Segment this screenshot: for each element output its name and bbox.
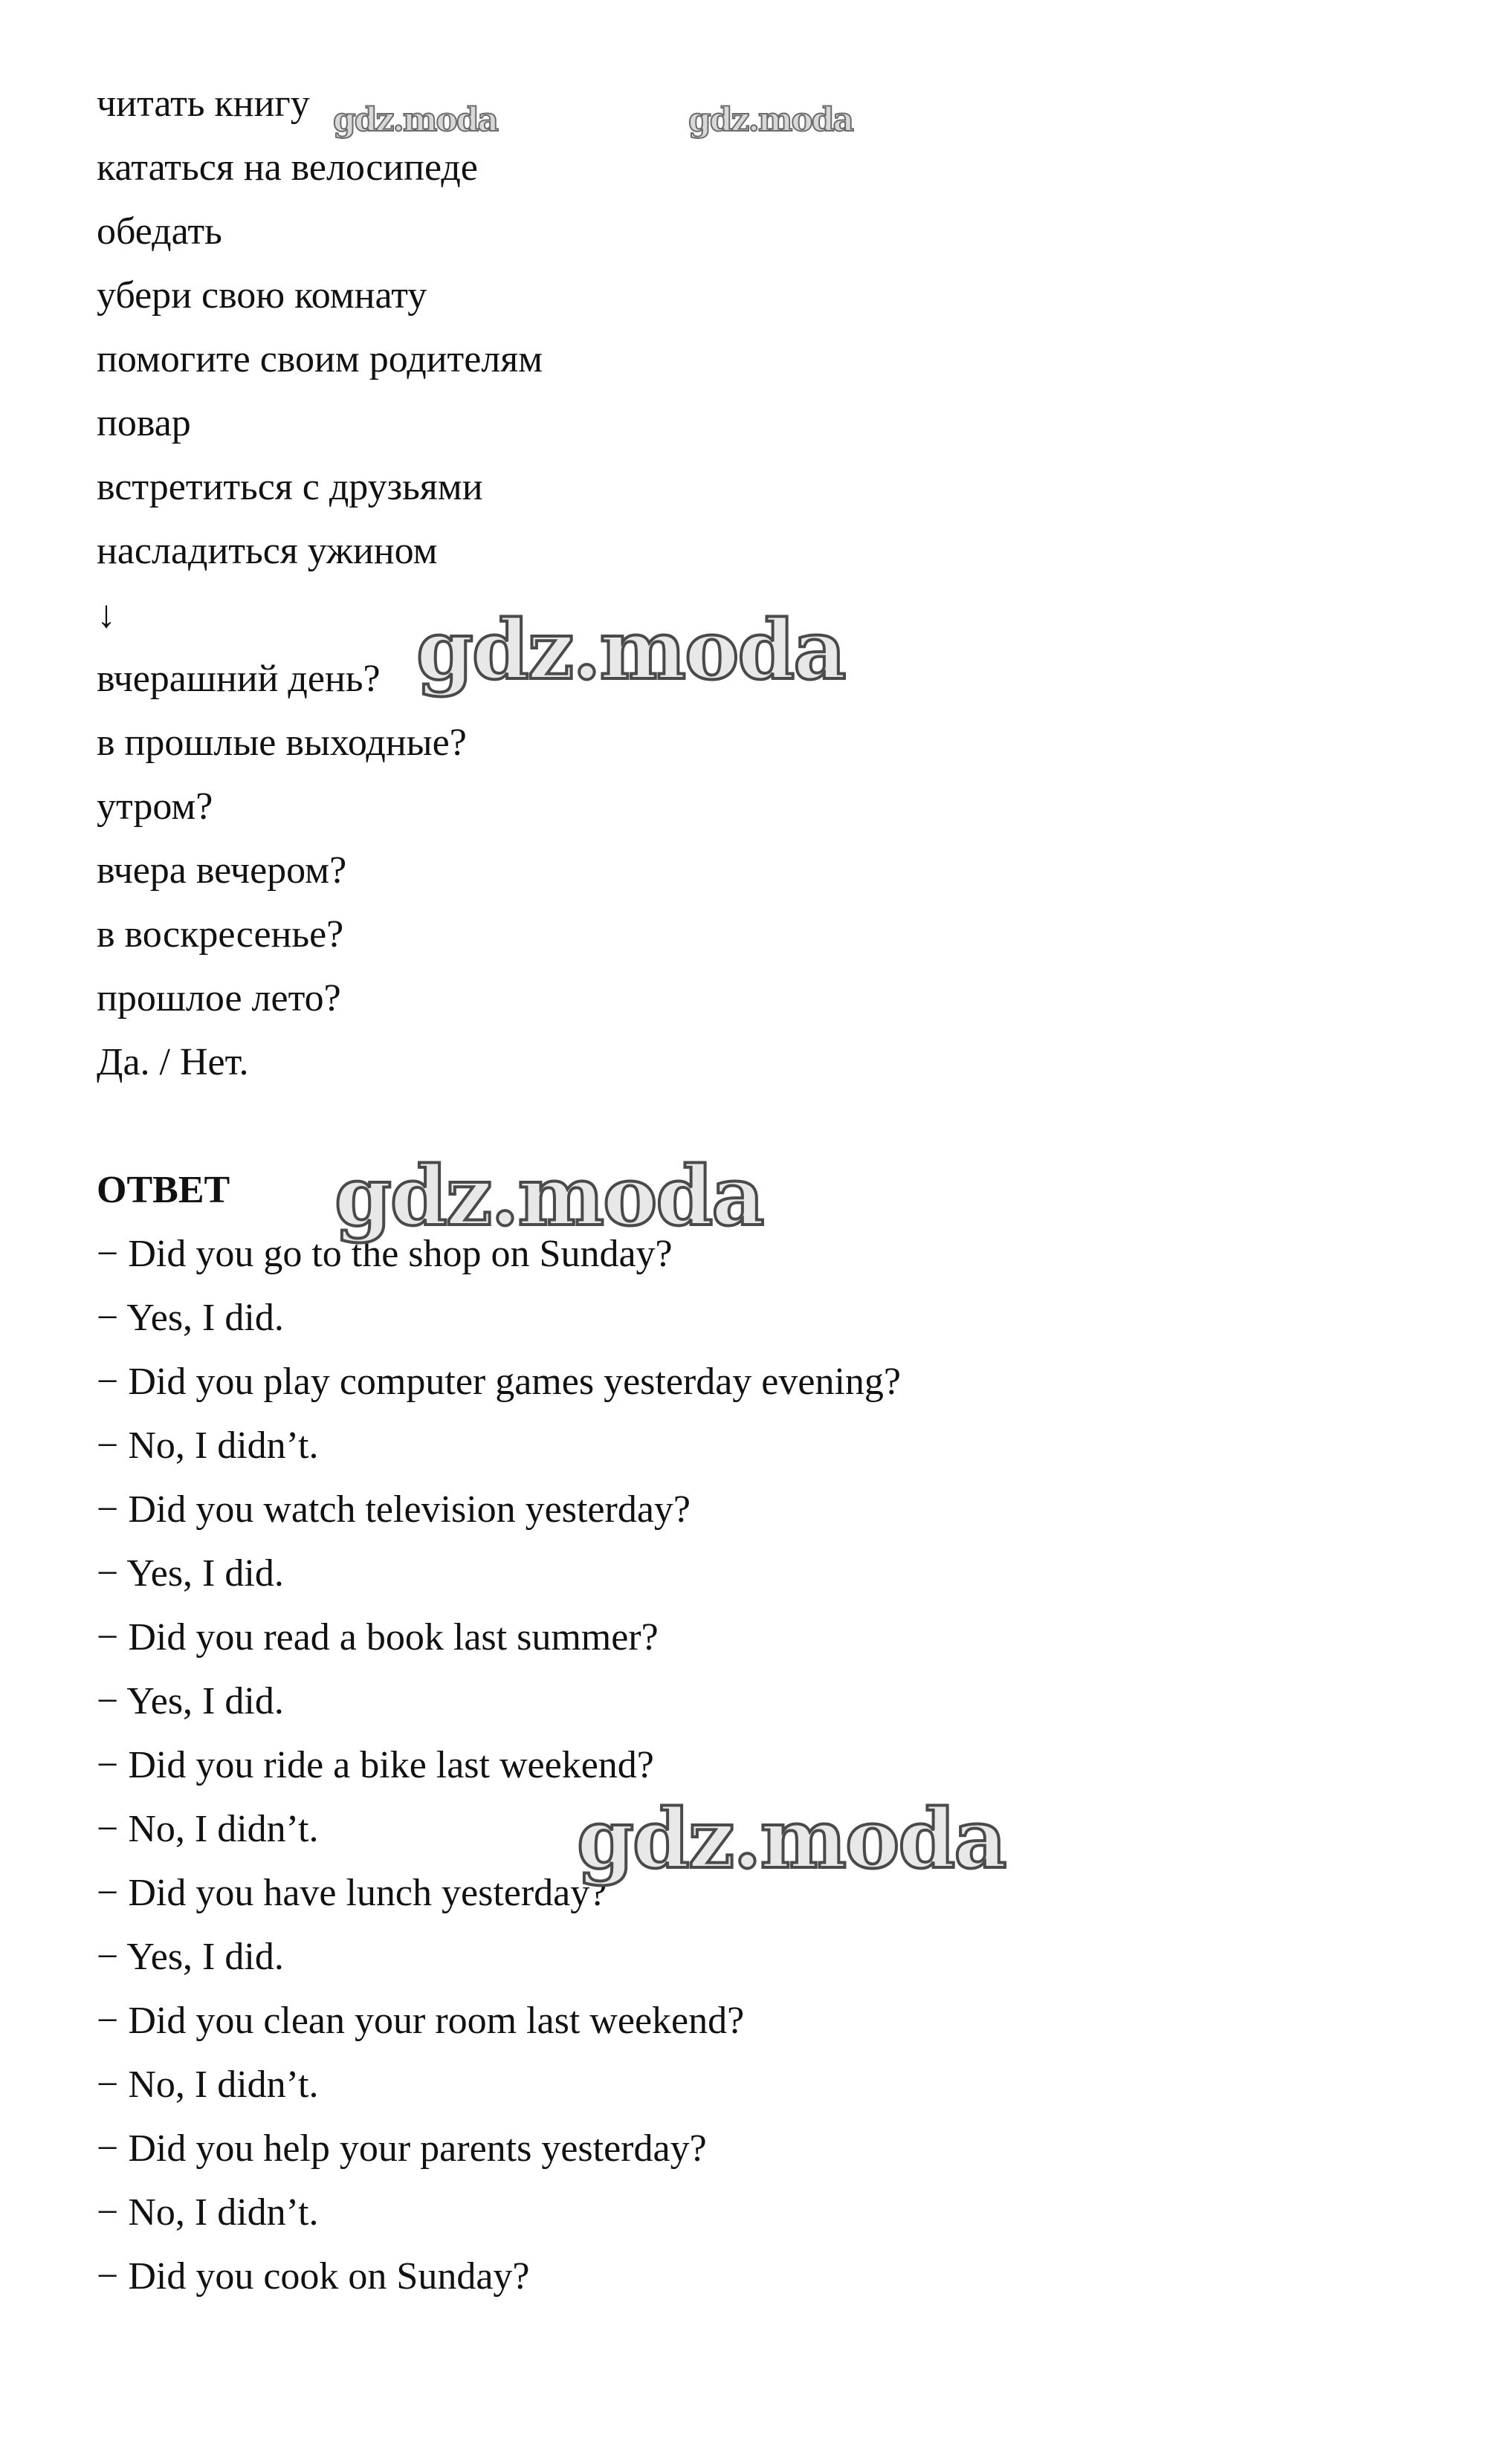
dialogue-line: − Yes, I did. xyxy=(97,1297,284,1339)
dialogue-line: − Yes, I did. xyxy=(97,1936,284,1978)
dialogue-line: − No, I didn’t. xyxy=(97,1424,319,1467)
yes-no-line: Да. / Нет. xyxy=(97,1041,249,1083)
phrase-line: кататься на велосипеде xyxy=(97,146,478,189)
phrase-line: насладиться ужином xyxy=(97,530,438,572)
dialogue-line: − No, I didn’t. xyxy=(97,2063,319,2106)
dialogue-line: − Did you clean your room last weekend? xyxy=(97,2000,745,2042)
dialogue-line: − Did you have lunch yesterday? xyxy=(97,1872,607,1914)
phrase-line: повар xyxy=(97,402,191,444)
time-line: в воскресенье? xyxy=(97,913,344,956)
dialogue-line: − Yes, I did. xyxy=(97,1680,284,1722)
time-line: вчерашний день? xyxy=(97,658,381,700)
phrase-line: встретиться с друзьями xyxy=(97,466,483,508)
down-arrow-icon: ↓ xyxy=(97,594,116,636)
phrase-line: помогите своим родителям xyxy=(97,338,543,380)
phrase-line: читать книгу xyxy=(97,82,310,125)
dialogue-line: − Did you read a book last summer? xyxy=(97,1616,659,1659)
watermark: gdz.moda xyxy=(416,602,845,698)
dialogue-line: − Yes, I did. xyxy=(97,1552,284,1595)
phrase-line: убери свою комнату xyxy=(97,274,427,317)
dialogue-line: − No, I didn’t. xyxy=(97,1808,319,1850)
dialogue-line: − Did you watch television yesterday? xyxy=(97,1488,691,1531)
time-line: в прошлые выходные? xyxy=(97,722,467,764)
dialogue-line: − Did you go to the shop on Sunday? xyxy=(97,1233,673,1275)
answer-heading: ОТВЕТ xyxy=(97,1169,230,1211)
time-line: вчера вечером? xyxy=(97,849,347,892)
phrase-line: обедать xyxy=(97,210,222,253)
dialogue-line: − Did you cook on Sunday? xyxy=(97,2255,530,2298)
time-line: прошлое лето? xyxy=(97,977,341,1019)
dialogue-line: − Did you ride a bike last weekend? xyxy=(97,1744,654,1786)
watermark: gdz.moda xyxy=(577,1791,1006,1887)
watermark: gdz.moda xyxy=(688,101,853,139)
dialogue-line: − No, I didn’t. xyxy=(97,2191,319,2234)
watermark: gdz.moda xyxy=(333,101,498,139)
watermark: gdz.moda xyxy=(334,1148,763,1244)
dialogue-line: − Did you help your parents yesterday? xyxy=(97,2127,707,2170)
dialogue-line: − Did you play computer games yesterday evening? xyxy=(97,1361,901,1403)
time-line: утром? xyxy=(97,785,213,828)
